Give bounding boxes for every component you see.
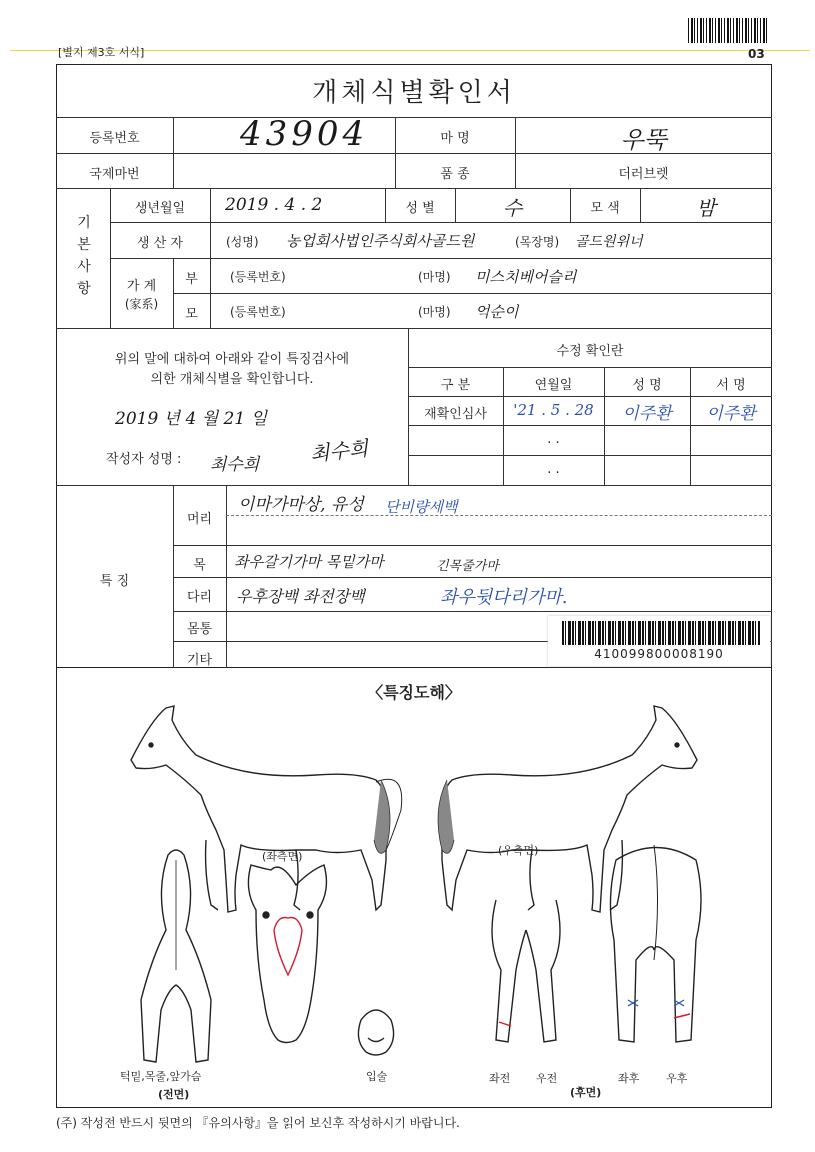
revision-row3-date: . . xyxy=(547,462,560,477)
breed-value: 더러브렛 xyxy=(618,167,669,182)
basic-label-char-1: 기 xyxy=(77,215,91,231)
sire-reg-label: (등록번호) xyxy=(230,270,286,284)
body-label: 몸통 xyxy=(186,622,213,637)
statement-line-1: 위의 말에 대하여 아래와 같이 특징검사에 xyxy=(114,352,350,367)
revision-title: 수정 확인란 xyxy=(556,344,624,359)
color-label: 모 색 xyxy=(590,201,620,216)
birth-value: 2019 . 4 . 2 xyxy=(225,195,323,215)
front-right-leg-label: 우전 xyxy=(536,1072,558,1085)
diagram-title: 〈특징도해〉 xyxy=(367,683,461,702)
revision-row2-date: . . xyxy=(547,432,560,447)
pedigree-hanja: (家系) xyxy=(124,297,159,311)
basic-label-char-3: 사 xyxy=(77,259,91,275)
reg-no-value: 43904 xyxy=(240,114,369,154)
head-value: 이마가마상, 유성 xyxy=(238,495,364,515)
sire-name-value: 미스치베어슬리 xyxy=(475,268,577,286)
horse-name-value: 우뚝 xyxy=(620,126,667,154)
reg-no-label: 등록번호 xyxy=(89,131,140,146)
ranch-label: (목장명) xyxy=(515,235,560,249)
sire-label: 부 xyxy=(185,272,198,287)
rear-view-caption: (후면) xyxy=(570,1086,602,1099)
neck-value: 좌우갈기가마 목밑가마 xyxy=(234,553,384,571)
sex-label: 성 별 xyxy=(405,201,435,216)
basic-label-char-4: 항 xyxy=(77,281,91,297)
writer-value: 최수희 xyxy=(210,455,260,475)
neck-value-extra: 긴목줄가마 xyxy=(436,559,499,574)
revision-row1-name: 이주환 xyxy=(622,404,672,424)
producer-name-label: (성명) xyxy=(226,235,259,249)
front-view-caption: (전면) xyxy=(158,1088,190,1101)
birth-label: 생년월일 xyxy=(134,201,186,216)
legs-value: 우후장백 좌전장백 xyxy=(236,587,365,606)
page-title: 개체식별확인서 xyxy=(312,78,516,108)
diagram-frame xyxy=(56,668,772,1108)
producer-label: 생 산 자 xyxy=(137,236,183,251)
page-number: 03 xyxy=(748,47,765,61)
legs-value-extra: 좌우뒷다리가마. xyxy=(440,587,568,608)
dam-reg-label: (등록번호) xyxy=(230,305,286,319)
front-left-leg-label: 좌전 xyxy=(489,1072,511,1085)
writer-signature: 최수희 xyxy=(309,436,370,466)
revision-row1-type: 재확인심사 xyxy=(424,407,487,422)
dam-name-value: 억순이 xyxy=(475,303,519,321)
features-section-label: 특 징 xyxy=(99,574,130,589)
legs-label: 다리 xyxy=(186,590,213,605)
left-side-label: (좌측면) xyxy=(262,850,303,863)
rear-left-leg-label: 좌후 xyxy=(618,1072,640,1085)
ranch-value: 골드원위너 xyxy=(575,234,643,250)
producer-name-value: 농업회사법인주식회사골드원 xyxy=(286,232,475,250)
sex-value: 수 xyxy=(502,196,523,220)
writer-label: 작성자 성명 : xyxy=(106,452,182,467)
dam-name-label: (마명) xyxy=(418,305,451,319)
footer-note: (주) 작성전 반드시 뒷면의 『유의사항』을 읽어 보신후 작성하시기 바랍니다. xyxy=(56,1116,460,1130)
rear-right-leg-label: 우후 xyxy=(666,1072,688,1085)
muzzle-label: 입술 xyxy=(366,1070,388,1083)
revision-header-sign: 서 명 xyxy=(716,378,746,393)
dam-label: 모 xyxy=(185,307,198,322)
intl-no-label: 국제마번 xyxy=(89,167,140,182)
front-view-label: 턱밑,목줄,앞가슴 xyxy=(120,1070,202,1083)
form-tag: [별지 제3호 서식] xyxy=(58,46,145,59)
color-value: 밤 xyxy=(696,196,716,220)
other-label: 기타 xyxy=(186,653,213,668)
confirmation-date: 2019 년 4 월 21 일 xyxy=(115,409,267,429)
barcode-bars xyxy=(562,621,760,645)
pedigree-label: 가 계 xyxy=(126,279,157,294)
head-value-extra: 단비량세백 xyxy=(385,498,458,516)
statement-line-2: 의한 개체식별을 확인합니다. xyxy=(150,372,314,387)
barcode-number: 410099800008190 xyxy=(594,647,724,661)
head-label: 머리 xyxy=(186,512,213,527)
basic-section-label xyxy=(72,212,96,300)
sire-name-label: (마명) xyxy=(418,270,451,284)
horse-name-label: 마 명 xyxy=(440,131,470,146)
right-side-label: (우측면) xyxy=(498,844,539,857)
basic-label-char-2: 본 xyxy=(77,237,91,253)
revision-header-name: 성 명 xyxy=(632,378,662,393)
revision-row1-sign: 이주환 xyxy=(706,404,756,424)
top-barcode xyxy=(688,18,768,43)
neck-label: 목 xyxy=(193,558,206,573)
revision-header-date: 연월일 xyxy=(534,378,573,393)
revision-header-type: 구 분 xyxy=(440,378,471,393)
breed-label: 품 종 xyxy=(440,167,470,182)
revision-row1-date: '21 . 5 . 28 xyxy=(513,401,594,419)
